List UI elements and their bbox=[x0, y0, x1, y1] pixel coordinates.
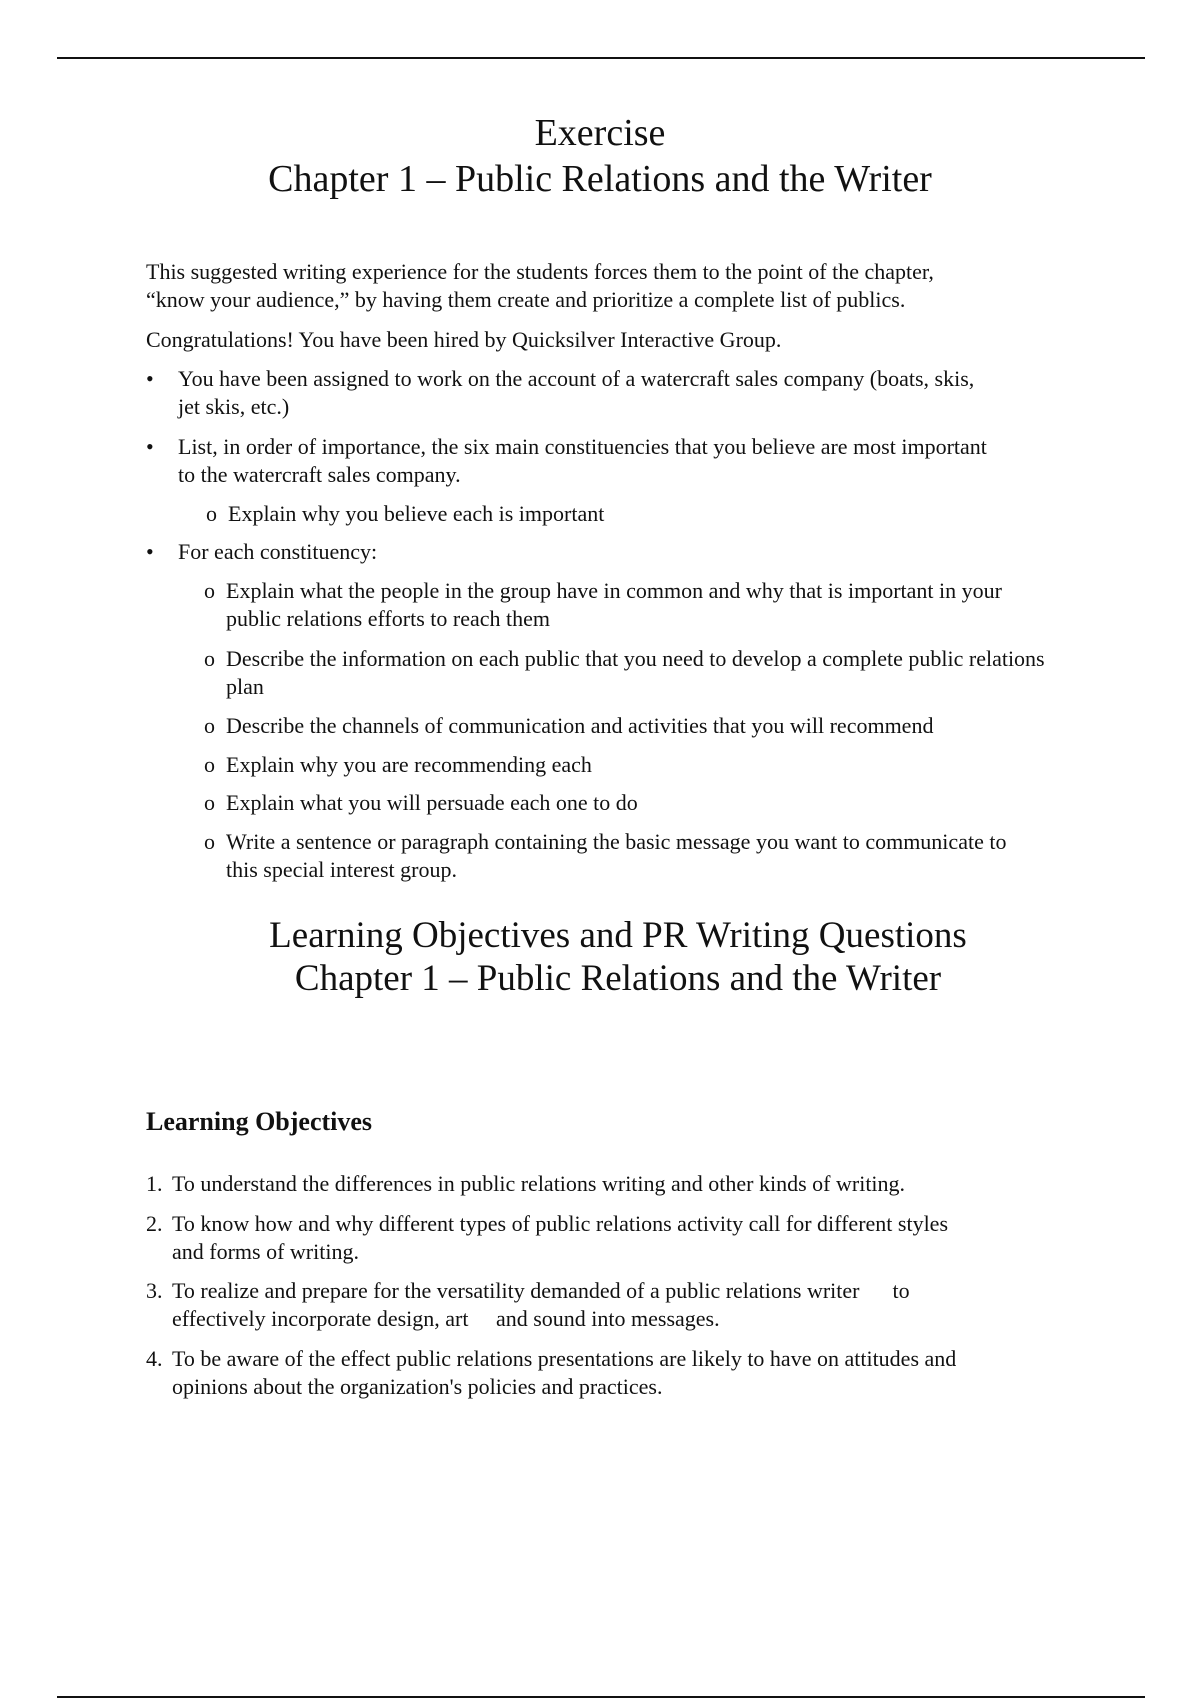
intro-line1: This suggested writing experience for the students forces them to the point of the chapter, bbox=[146, 259, 934, 284]
list-item: • You have been assigned to work on the account of a watercraft sales company (boats, skis, jet skis, etc.) bbox=[146, 366, 975, 419]
objective-item: 1. To understand the differences in public relations writing and other kinds of writing. bbox=[146, 1171, 906, 1196]
exercise-body bbox=[146, 258, 1096, 314]
objective-item: 2. To know how and why different types of public relations activity call for different styles and forms of writing. bbox=[146, 1211, 949, 1264]
sub-mark: o bbox=[206, 501, 217, 526]
top-rule bbox=[57, 57, 1145, 59]
sub-mark: o bbox=[204, 646, 215, 671]
bullet-mark: • bbox=[146, 539, 154, 564]
learning-title-line2: Chapter 1 – Public Relations and the Writer bbox=[294, 958, 942, 999]
bottom-rule bbox=[57, 1696, 1145, 1698]
sub-item: o Explain what the people in the group have in common and why that is important in your public relations efforts to reach them bbox=[204, 578, 1002, 631]
learning-title bbox=[18, 914, 1200, 1000]
sub-item: o Describe the channels of communication and activities that you will recommend bbox=[204, 713, 934, 738]
sub-item: o Write a sentence or paragraph containing the basic message you want to communicate to this special interest group. bbox=[204, 829, 1007, 882]
exercise-title-line1: Exercise bbox=[534, 112, 666, 154]
objective-item: 3. To realize and prepare for the versatility demanded of a public relations writer to effectively incorporate design, art and sound into messages. bbox=[146, 1278, 910, 1331]
objective-item: 4. To be aware of the effect public relations presentations are likely to have on attitudes and opinions about the organization's policies and practices. bbox=[146, 1346, 957, 1399]
sub-mark: o bbox=[204, 713, 215, 738]
sub-mark: o bbox=[204, 578, 215, 603]
sub-item: o Explain what you will persuade each one to do bbox=[204, 790, 638, 815]
bullet-mark: • bbox=[146, 434, 154, 459]
exercise-title-line2: Chapter 1 – Public Relations and the Writer bbox=[268, 158, 932, 200]
sub-mark: o bbox=[204, 829, 215, 854]
sub-item: o Explain why you are recommending each bbox=[204, 752, 592, 777]
learning-title-line1: Learning Objectives and PR Writing Questions bbox=[269, 915, 967, 956]
bullet-list bbox=[146, 365, 1096, 905]
sub-item-importance: o Explain why you believe each is important bbox=[206, 501, 605, 526]
list-item: • List, in order of importance, the six main constituencies that you believe are most important to the watercraft sales company. bbox=[146, 434, 987, 487]
sub-mark: o bbox=[204, 790, 215, 815]
list-item: • For each constituency: bbox=[146, 539, 378, 564]
bullet-mark: • bbox=[146, 366, 154, 391]
congrats-text: Congratulations! You have been hired by Quicksilver Interactive Group. bbox=[146, 327, 782, 352]
intro-line2: “know your audience,” by having them create and prioritize a complete list of publics. bbox=[146, 287, 906, 312]
sub-mark: o bbox=[204, 752, 215, 777]
sub-item: o Describe the information on each public that you need to develop a complete public relations plan bbox=[204, 646, 1045, 699]
exercise-title bbox=[0, 110, 1200, 202]
learning-objectives-heading: Learning Objectives bbox=[146, 1107, 373, 1136]
